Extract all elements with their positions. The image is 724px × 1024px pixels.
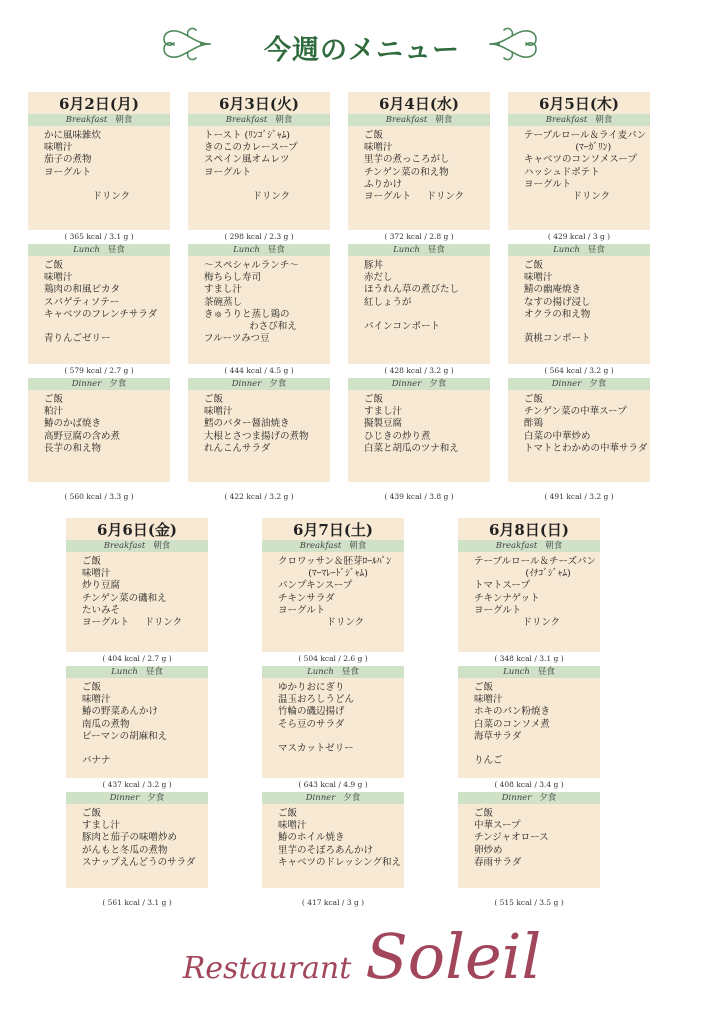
dinner-menu: ご飯 すまし汁 擬製豆腐 ひじきの炒り煮 白菜と胡瓜のツナ和え <box>348 390 490 482</box>
dinner-nutrition: ( 417 kcal / 3 g ) <box>301 898 365 907</box>
day-card <box>188 92 330 504</box>
meal-label-en: Breakfast <box>385 115 428 125</box>
meal-label-en: Breakfast <box>65 115 108 125</box>
dinner-header <box>348 378 490 390</box>
breakfast-menu: ご飯 味噌汁 炒り豆腐 チンゲン菜の磯和え たいみそ ヨーグルト ドリンク <box>66 552 208 652</box>
meal-label-jp: 夕食 <box>539 793 557 803</box>
dinner-nutrition: ( 439 kcal / 3.8 g ) <box>384 492 454 501</box>
dinner-nutrition: ( 561 kcal / 3.1 g ) <box>102 898 172 907</box>
lunch-nutrition: ( 444 kcal / 4.5 g ) <box>188 364 330 378</box>
breakfast-nutrition: ( 404 kcal / 2.7 g ) <box>66 652 208 666</box>
meal-label-jp: 朝食 <box>275 115 293 125</box>
breakfast-menu: トースト (ﾘﾝｺﾞｼﾞｬﾑ) きのこのカレースープ スペイン風オムレツ ヨーグルト ドリンク <box>188 126 330 230</box>
dinner-menu: ご飯 チンゲン菜の中華スープ 酢鶏 白菜の中華炒め トマトとわかめの中華サラダ <box>508 390 650 482</box>
breakfast-nutrition: ( 348 kcal / 3.1 g ) <box>458 652 600 666</box>
lunch-menu: ゆかりおにぎり 温玉おろしうどん 竹輪の磯辺揚げ そら豆のサラダ マスカットゼリー <box>262 678 404 778</box>
breakfast-nutrition: ( 372 kcal / 2.8 g ) <box>348 230 490 244</box>
meal-label-jp: 昼食 <box>427 245 445 255</box>
brand-small: Restaurant <box>182 951 352 986</box>
meal-label-jp: 朝食 <box>349 541 367 551</box>
lunch-menu: ご飯 味噌汁 鰆の野菜あんかけ 南瓜の煮物 ピーマンの胡麻和え バナナ <box>66 678 208 778</box>
page-title: 今週のメニュー <box>264 35 460 66</box>
day-date: 6月3日(火) <box>188 92 330 114</box>
breakfast-header <box>66 540 208 552</box>
meal-label-jp: 昼食 <box>107 245 125 255</box>
meal-label-en: Dinner <box>551 379 582 389</box>
dinner-menu: ご飯 味噌汁 鰆のホイル焼き 里芋のそぼろあんかけ キャベツのドレッシング和え <box>262 804 404 888</box>
breakfast-header <box>28 114 170 126</box>
lunch-menu: ご飯 味噌汁 ホキのパン粉焼き 白菜のコンソメ煮 海草サラダ りんご <box>458 678 600 778</box>
dinner-header <box>66 792 208 804</box>
meal-label-jp: 夕食 <box>589 379 607 389</box>
meal-label-en: Breakfast <box>299 541 342 551</box>
lunch-nutrition: ( 437 kcal / 3.2 g ) <box>66 778 208 792</box>
day-card <box>458 518 600 910</box>
meal-label-en: Breakfast <box>545 115 588 125</box>
lunch-header <box>262 666 404 678</box>
lunch-nutrition: ( 428 kcal / 3.2 g ) <box>348 364 490 378</box>
lunch-nutrition: ( 643 kcal / 4.9 g ) <box>262 778 404 792</box>
lunch-header <box>348 244 490 256</box>
lunch-menu: ご飯 味噌汁 鶏肉の和風ピカタ スパゲティソテー キャベツのフレンチサラダ 青りんごゼリー <box>28 256 170 364</box>
breakfast-header <box>508 114 650 126</box>
day-card <box>28 92 170 504</box>
meal-label-en: Lunch <box>503 667 530 677</box>
meal-label-jp: 昼食 <box>145 667 163 677</box>
lunch-menu: ご飯 味噌汁 鯖の幽庵焼き なすの揚げ浸し オクラの和え物 黄桃コンポート <box>508 256 650 364</box>
breakfast-menu: テーブルロール＆ライ麦パン (ﾏｰｶﾞﾘﾝ) キャベツのコンソメスープ ハッシュドポテト ヨーグルト ドリンク <box>508 126 650 230</box>
breakfast-menu: ご飯 味噌汁 里芋の煮っころがし チンゲン菜の和え物 ふりかけ ヨーグルト ドリンク <box>348 126 490 230</box>
lunch-menu: ～スペシャルランチ～ 梅ちらし寿司 すまし汁 茶碗蒸し きゅうりと蒸し鶏の わさび和え フルーツみつ豆 <box>188 256 330 364</box>
meal-label-en: Lunch <box>73 245 100 255</box>
meal-label-en: Breakfast <box>103 541 146 551</box>
meal-label-en: Breakfast <box>495 541 538 551</box>
day-date: 6月4日(水) <box>348 92 490 114</box>
meal-label-en: Lunch <box>307 667 334 677</box>
lunch-header <box>28 244 170 256</box>
meal-label-jp: 朝食 <box>153 541 171 551</box>
breakfast-menu: かに風味雑炊 味噌汁 茄子の煮物 ヨーグルト ドリンク <box>28 126 170 230</box>
breakfast-header <box>458 540 600 552</box>
lunch-nutrition: ( 408 kcal / 3.4 g ) <box>458 778 600 792</box>
meal-label-jp: 昼食 <box>587 245 605 255</box>
meal-label-en: Dinner <box>109 793 140 803</box>
meal-label-en: Lunch <box>233 245 260 255</box>
meal-label-en: Dinner <box>305 793 336 803</box>
meal-label-jp: 朝食 <box>435 115 453 125</box>
dinner-menu: ご飯 粕汁 鰆のかば焼き 高野豆腐の含め煮 長芋の和え物 <box>28 390 170 482</box>
breakfast-nutrition: ( 504 kcal / 2.6 g ) <box>262 652 404 666</box>
meal-label-jp: 昼食 <box>537 667 555 677</box>
breakfast-nutrition: ( 429 kcal / 3 g ) <box>508 230 650 244</box>
dinner-header <box>28 378 170 390</box>
dinner-menu: ご飯 味噌汁 鱈のバター醤油焼き 大根とさつま揚げの煮物 れんこんサラダ <box>188 390 330 482</box>
meal-label-jp: 夕食 <box>269 379 287 389</box>
meal-label-en: Breakfast <box>225 115 268 125</box>
meal-label-en: Dinner <box>501 793 532 803</box>
meal-label-jp: 昼食 <box>267 245 285 255</box>
brand-big: Soleil <box>365 920 542 993</box>
breakfast-nutrition: ( 298 kcal / 2.3 g ) <box>188 230 330 244</box>
meal-label-en: Lunch <box>553 245 580 255</box>
lunch-header <box>66 666 208 678</box>
day-card <box>262 518 404 910</box>
meal-label-en: Dinner <box>231 379 262 389</box>
meal-label-jp: 朝食 <box>115 115 133 125</box>
meal-label-jp: 朝食 <box>545 541 563 551</box>
day-card <box>348 92 490 504</box>
dinner-header <box>188 378 330 390</box>
day-date: 6月2日(月) <box>28 92 170 114</box>
lunch-menu: 豚丼 赤だし ほうれん草の煮びたし 紅しょうが パインコンポート <box>348 256 490 364</box>
dinner-nutrition: ( 560 kcal / 3.3 g ) <box>64 492 134 501</box>
dinner-header <box>262 792 404 804</box>
day-date: 6月6日(金) <box>66 518 208 540</box>
breakfast-header <box>188 114 330 126</box>
meal-label-en: Dinner <box>391 379 422 389</box>
day-date: 6月7日(土) <box>262 518 404 540</box>
dinner-menu: ご飯 すまし汁 豚肉と茄子の味噌炒め がんもと冬瓜の煮物 スナップえんどうのサラダ <box>66 804 208 888</box>
right-ornament-icon <box>488 22 542 66</box>
breakfast-header <box>348 114 490 126</box>
meal-label-jp: 夕食 <box>429 379 447 389</box>
day-card <box>508 92 650 504</box>
lunch-header <box>458 666 600 678</box>
meal-label-jp: 夕食 <box>109 379 127 389</box>
dinner-header <box>508 378 650 390</box>
day-date: 6月5日(木) <box>508 92 650 114</box>
meal-label-jp: 昼食 <box>341 667 359 677</box>
dinner-menu: ご飯 中華スープ チンジャオロース 卵炒め 春雨サラダ <box>458 804 600 888</box>
lunch-nutrition: ( 579 kcal / 2.7 g ) <box>28 364 170 378</box>
lunch-nutrition: ( 564 kcal / 3.2 g ) <box>508 364 650 378</box>
meal-label-en: Lunch <box>111 667 138 677</box>
breakfast-menu: テーブルロール＆チーズパン (ｲﾁｺﾞｼﾞｬﾑ) トマトスープ チキンナゲット ヨーグルト ドリンク <box>458 552 600 652</box>
restaurant-logo <box>0 920 724 993</box>
meal-label-jp: 朝食 <box>595 115 613 125</box>
meal-label-jp: 夕食 <box>147 793 165 803</box>
breakfast-header <box>262 540 404 552</box>
lunch-header <box>508 244 650 256</box>
meal-label-en: Lunch <box>393 245 420 255</box>
dinner-nutrition: ( 515 kcal / 3.5 g ) <box>494 898 564 907</box>
lunch-header <box>188 244 330 256</box>
dinner-nutrition: ( 422 kcal / 3.2 g ) <box>224 492 294 501</box>
day-date: 6月8日(日) <box>458 518 600 540</box>
meal-label-en: Dinner <box>71 379 102 389</box>
breakfast-menu: クロワッサン＆胚芽ﾛｰﾙﾊﾟﾝ (ﾏｰﾏﾚｰﾄﾞｼﾞｬﾑ) パンプキンスープ チキンサラダ ヨーグルト ドリンク <box>262 552 404 652</box>
breakfast-nutrition: ( 365 kcal / 3.1 g ) <box>28 230 170 244</box>
meal-label-jp: 夕食 <box>343 793 361 803</box>
dinner-nutrition: ( 491 kcal / 3.2 g ) <box>544 492 614 501</box>
day-card <box>66 518 208 910</box>
dinner-header <box>458 792 600 804</box>
